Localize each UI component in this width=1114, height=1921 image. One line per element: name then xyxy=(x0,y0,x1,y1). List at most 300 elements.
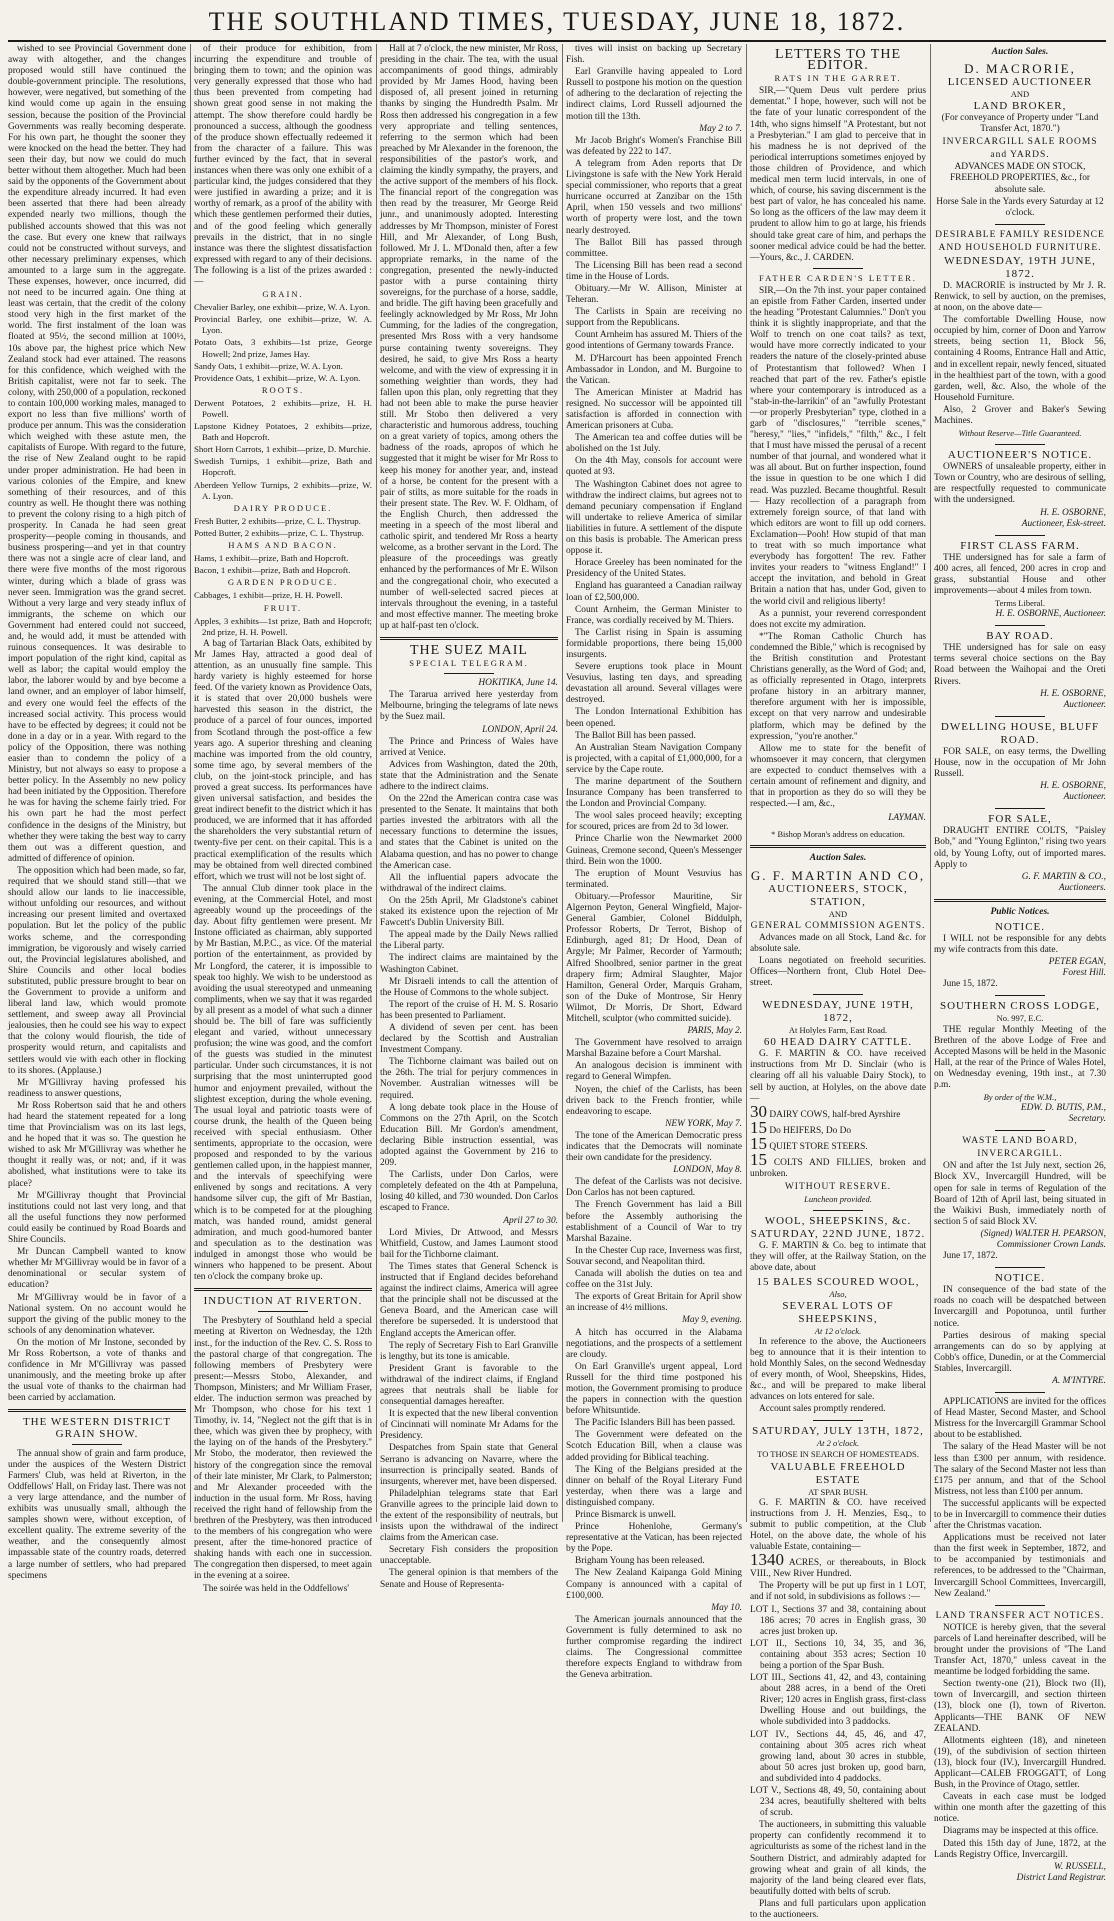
ad-text: Caveats in each case must be lodged within one month after the gazetting of this notice. xyxy=(934,1792,1106,1825)
ad-text: Without Reserve—Title Guaranteed. xyxy=(958,428,1082,439)
article-paragraph: The marine department of the Southern Insurance Company has been transferred to the London and Provincial Company. xyxy=(566,777,742,810)
ad-text: FOR SALE, on easy terms, the Dwelling House, now in the occupation of Mr John Russell. xyxy=(934,746,1106,780)
short-rule xyxy=(995,1267,1045,1268)
article-paragraph: Count Arnheim has assured M. Thiers of the good intentions of Germany towards France. xyxy=(566,330,742,352)
section-heading-letters: LETTERS TO THE EDITOR. xyxy=(775,47,901,74)
article-paragraph: The defeat of the Carlists was not decisive. Don Carlos has not been captured. xyxy=(566,1177,742,1199)
ad-signature: H. E. OSBORNE, Auctioneer. xyxy=(995,609,1106,620)
article-paragraph: The appeal made by the Daily News rallied the Liberal party. xyxy=(380,930,558,952)
ad-text: The auctioneers, in submitting this valuable property can confidently recommend it to agriculturists as some of the richest land in the Southern District, and admirably adapted for growing wheat and grain of all kinds, the majority of the land being cleared ever flats, beautifully dotted with belts of scrub. xyxy=(750,1820,926,1897)
advertisement-bay-road xyxy=(934,630,1106,711)
notice-coach xyxy=(934,1272,1106,1387)
column-3 xyxy=(380,44,558,1590)
ad-title: FIRST CLASS FARM. xyxy=(960,539,1080,552)
acreage-line xyxy=(750,1550,927,1580)
letter-paragraph: As a punnist, your reverend correspondent does not excite my admiration. xyxy=(750,608,926,630)
stock-count: 15 xyxy=(750,1149,767,1169)
prize-entry: Bacon, 1 exhibit—prize, Bath and Hopcroft. xyxy=(194,565,351,576)
article-paragraph: The wool sales proceed heavily; excepting for scoured, prices are from 2d to 3d lower. xyxy=(566,811,742,833)
prize-entry: Swedish Turnips, 1 exhibit—prize, Bath and Hopcroft. xyxy=(194,456,372,478)
stock-count: 15 xyxy=(750,1133,767,1153)
ad-signature: (Signed) WALTER H. PEARSON, xyxy=(980,1228,1106,1239)
prize-list-fruit xyxy=(194,616,372,638)
article-paragraph: Prince Charlie won the Newmarket 2000 Guineas, Cremone second, Queen's Messenger third. Bein won the 1000. xyxy=(566,834,742,867)
ad-signature: PETER EGAN, xyxy=(1048,957,1106,968)
article-paragraph: Secretary Fish considers the proposition unacceptable. xyxy=(380,1545,558,1567)
short-rule xyxy=(444,673,494,674)
advertisement-bluff-road xyxy=(934,721,1106,803)
ad-text: At Holyles Farm, East Road. xyxy=(788,1025,888,1036)
section-divider xyxy=(934,899,1106,902)
short-rule xyxy=(995,224,1045,225)
article-paragraph: Philadelphian telegrams state that Earl Granville agrees to the principle laid down to the extent of the responsibility of neutrals, but insists upon the withdrawal of the indirect claims from the American case. xyxy=(380,1488,558,1544)
notice-egan xyxy=(934,921,1106,990)
article-paragraph: The Times states that General Schenck is instructed that if England decides beforehand against the indirect claims, America will agree that the principle shall not be discussed at the Geneva Board, and the American case will therefore be superseded. It is understood that England accepts the American offer. xyxy=(380,1261,558,1339)
ad-title: LAND BROKER, xyxy=(973,100,1067,113)
article-paragraph: On the 25th April, Mr Gladstone's cabinet staked its existence upon the rejection of Mr Fawcett's Dublin University Bill. xyxy=(380,895,558,929)
ad-title: GENERAL COMMISSION AGENTS. xyxy=(750,920,926,931)
article-paragraph: The indirect claims are maintained by the Washington Cabinet. xyxy=(380,953,558,975)
article-paragraph: The American journals announced that the Government is fully determined to ask no further compromise regarding the indirect claims. The Congressional committee therefore expects England to withdraw from the Geneva arbitration. xyxy=(566,1614,742,1681)
article-paragraph: Mr Jacob Bright's Women's Franchise Bill was defeated by 222 to 147. xyxy=(566,135,742,157)
masthead-title: THE SOUTHLAND TIMES, TUESDAY, JUNE 18, 1872. xyxy=(208,7,906,36)
advertisement-dairy-cattle xyxy=(750,999,926,1205)
ad-text: IN consequence of the bad state of the roads no coach will be despatched between Invercargill and Popotunoa, until further notice. xyxy=(934,1285,1106,1329)
article-paragraph: An Australian Steam Navigation Company is projected, with a capital of £1,000,000, for a service by the Cape route. xyxy=(566,742,742,775)
prize-category: GARDEN PRODUCE. xyxy=(227,577,339,588)
column-rule xyxy=(746,44,747,1522)
article-paragraph: The Carlists in Spain are receiving no support from the Republicans. xyxy=(566,307,742,329)
article-paragraph: Prince Hohenlohe, Germany's representative at the Vatican, has been rejected by the Pope. xyxy=(566,1522,742,1555)
article-paragraph: The Carlists, under Don Carlos, were completely defeated on the 4th at Pampeluna, losing 40 killed, and 730 wounded. Don Carlos escaped to France. xyxy=(380,1170,558,1214)
article-paragraph: The Licensing Bill has been read a second time in the House of Lords. xyxy=(566,260,742,282)
ad-text: Parties desirous of making special arrangements can do so by applying at Cobb's office, Dunedin, or at the Commercial Stables, Invercargill. xyxy=(934,1330,1106,1374)
stock-line xyxy=(750,1117,926,1137)
article-paragraph: The soirée was held in the Oddfellows' xyxy=(203,1583,349,1594)
ad-text: APPLICATIONS are invited for the offices of Head Master, Second Master, and School Mistress for the Invercargill Grammar School about to be established. xyxy=(934,1397,1106,1441)
ad-text: I WILL not be responsible for any debts my wife contracts from this date. xyxy=(934,933,1106,956)
article-paragraph: Obituary.—Professor Mauritine, Sir Algernon Peyton, General Wingfield, Major-General Gambier, Colonel Biddulph, Professor Roberts, Dr Terrot, Bishop of Edinburgh, aged 81; Dr Hood, Dean of Argyle; Mr Palmer, Recorder of Yarmouth; Alfred Shoolbred, senior partner in the great drapery firm; Admiral Slaughter, Major Hamilton, General Order, Marquis Graham, son of the Duke of Montrose, Sir Henry Wilmot, Dr Morris, Dr Short, Edward Mitchell, sculptor (who committed suicide). xyxy=(566,891,742,1024)
article-paragraph: Earl Granville having appealed to Lord Russell to postpone his motion on the question of adhering to the declaration of rejecting the indirect claims, Lord Russell adjourned the motion till the 13th. xyxy=(566,67,742,122)
advertisement-residence xyxy=(934,229,1106,439)
ad-date: WEDNESDAY, JUNE 19TH, 1872, xyxy=(762,999,914,1025)
dateline: LONDON, April 24. xyxy=(482,724,558,735)
lot-entry: LOT III., Sections 41, 42, and 43, containing about 288 acres, in a bend of the Oreti River; 120 acres in English grass, first-class Dwelling House and out buildings, the whole subdivided into 3 paddocks. xyxy=(750,1673,926,1728)
article-paragraph: Mr M'Gillivray would be in favor of a National system. On no account would he support the giving of the public money to the schools of any denomination whatever. xyxy=(8,1292,186,1336)
article-paragraph: Advices from Washington, dated the 20th, state that the Administration and the Senate adhere to the indirect claims. xyxy=(380,759,558,792)
prize-entry: Short Horn Carrots, 1 exhibit—prize, D. Murchie. xyxy=(194,444,371,455)
article-paragraph: The London International Exhibition has been opened. xyxy=(566,707,742,729)
advertisement-farm xyxy=(934,540,1106,621)
article-paragraph: M. D'Harcourt has been appointed French Ambassador in London, and M. Burgoine to the Vatican. xyxy=(566,353,742,386)
article-paragraph: The King of the Belgians presided at the dinner on behalf of the Royal Literary Fund yesterday, when there was a large and distinguished company. xyxy=(566,1464,742,1508)
ad-signature: EDW. D. BUTIS, P.M., xyxy=(1020,1103,1106,1114)
prize-entry: Aberdeen Yellow Turnips, 2 exhibits—prize, W. A. Lyon. xyxy=(194,479,372,501)
article-paragraph: An analogous decision is imminent with regard to General Wimpfen. xyxy=(566,1061,742,1083)
stock-description: DAIRY COWS, half-bred Ayrshire xyxy=(769,1109,901,1120)
ad-text: At 2 o'clock. xyxy=(816,1438,860,1449)
letter-paragraph: Allow me to state for the benefit of whomsoever it may concern, that clergymen are expected to conduct themselves with a certain amount of refinement and dignity, and that in proportion as they do so will they be respected.—I am, &c., xyxy=(750,743,926,810)
article-paragraph: Brigham Young has been released. xyxy=(575,1556,705,1567)
ad-text: TO THOSE IN SEARCH OF HOMESTEADS. xyxy=(757,1449,919,1460)
ad-text: AND xyxy=(828,908,848,919)
letter-paragraph: SIR,—"Quem Deus vult perdere prius dementat." I hope, however, such will not be the fate of your lunatic correspondent of the 14th, who signs himself "A Protestant, but not a Presbyterian." I am glad to perceive that in his madness he is not deprived of the periodical interruptions sometimes enjoyed by those children of Providence, and which medical men term lucid intervals, in one of which, of course, his saving discernment is the best part of valor, he has concealed his name. So long as the officers of the law may deem it prudent to allow him to go at large, his friends should take great care of him, and perhaps the sooner medical advice could be had the better.—Yours, &c., J. CARDEN. xyxy=(750,86,926,263)
ad-text: Account sales promptly rendered. xyxy=(759,1404,886,1415)
letter-paragraph: SIR,—On the 7th inst. your paper contained an epistle from Father Carden, inserted under the heading "Protestant Calumnies." Don't you think it is slightly inappropriate, and that the Wolf to trench on one coat tails? as text, would have more correctly indicated to your readers the nature of the closely-printed abuse of Protestantism that followed? When I reached that part of the rev. Father's epistle where your contemporary is introduced as a "stab-in-the-larrikin" of an "awfully Protestant—or properly Presbyterian" type, clothed in a garb of "disclosures," "terrible scenes," "heresy," "lies," "infidels," "filth," &c., I felt that I must have missed the perusal of a recent number of that journal, and wondered what it was all about. But on further inspection, found the issue in question to be one which I did read. Was puzzled. Became thoughtful. Result — Hazy recollection of a paragraph from extremely foreign source, of that land with which editors are wont to fill up odd corners. Exclamation—Pooh! How stupid of that man to treat with so much importance what everybody has forgotten! The rev. Father invites your readers to "witness England!" I accept the invitation, and behold in Great Britain a nation that has, under God, given to the world civil and religious liberty! xyxy=(750,285,926,607)
short-rule xyxy=(995,444,1045,445)
article-paragraph: Lord Mivies, Dr Attwood, and Messrs Whitfield, Custow, and James Laumont stood bail for the Tichborne claimant. xyxy=(380,1227,558,1260)
advertisement-auctioneer-notice xyxy=(934,449,1106,530)
prize-entry: Provincial Barley, one exhibit—prize, W. A. Lyon. xyxy=(194,314,372,336)
prize-category: DAIRY PRODUCE. xyxy=(233,502,333,513)
ad-title: WOOL, SHEEPSKINS, &c. xyxy=(764,1215,912,1228)
stock-count: 15 xyxy=(750,1117,767,1137)
article-paragraph: A hitch has occurred in the Alabama negotiations, and the prospects of a settlement are cloudy. xyxy=(566,1327,742,1360)
short-rule xyxy=(813,994,863,995)
prize-category: GRAIN. xyxy=(262,289,304,300)
ad-signature: W. RUSSELL, xyxy=(1053,1861,1106,1872)
footnote: * Bishop Moran's address on education. xyxy=(771,830,905,840)
stock-description: COLTS AND FILLIES, broken and unbroken. xyxy=(750,1157,926,1180)
article-paragraph: The New Zealand Kaipanga Gold Mining Company is announced with a capital of £100,000. xyxy=(566,1568,742,1601)
ad-signature: G. F. MARTIN & CO., xyxy=(1021,871,1106,882)
prize-list-garden xyxy=(194,590,372,601)
ad-date: SATURDAY, 22ND JUNE, 1872. xyxy=(750,1228,926,1241)
ad-signature: Auctioneer. xyxy=(1063,699,1106,710)
ad-text: ON and after the 1st July next, section 26, Block XV., Invercargill Hundred, will be open for sale in terms of Regulation of the Board of 12th of April last, being situated in the Waikivi Bush, immediately north of section 5 of said Block XV. xyxy=(934,1161,1106,1227)
short-rule xyxy=(258,1311,308,1312)
article-paragraph: On Earl Granville's urgent appeal, Lord Russell for the third time postponed his motion, the Government promising to produce the papers in connection with the question before Whitsuntide. xyxy=(566,1361,742,1417)
ad-title: 15 BALES SCOURED WOOL, xyxy=(756,1275,920,1288)
column-rule xyxy=(930,44,931,1522)
notice-waste-land-board xyxy=(934,1135,1106,1262)
prize-entry: Potato Oats, 3 exhibits—1st prize, George Howell; 2nd prize, James Hay. xyxy=(194,337,372,359)
article-paragraph: The American tea and coffee duties will be abolished on the 1st July. xyxy=(566,433,742,455)
letter-heading: RATS IN THE GARRET. xyxy=(774,73,902,84)
ad-signature: Secretary. xyxy=(1068,1114,1106,1125)
section-divider xyxy=(750,845,926,848)
article-paragraph: Mr M'Gillivray having professed his readiness to answer questions, xyxy=(8,1077,186,1099)
notice-land-transfer xyxy=(934,1610,1106,1884)
article-paragraph: A telegram from Aden reports that Dr Livingstone is safe with the New York Herald special commissioner, who reports that a great hurricane occurred at Zanzibar on the 15th April, when 150 vessels and two millions' worth of property were lost, and the town nearly destroyed. xyxy=(566,158,742,236)
dateline: NEW YORK, May 7. xyxy=(665,1118,742,1129)
ad-date: June 15, 1872. xyxy=(943,979,998,990)
stock-count: 30 xyxy=(750,1101,767,1121)
ad-text: Terms Liberal. xyxy=(995,598,1045,609)
ad-text: NOTICE is hereby given, that the several parcels of Land hereinafter described, will be brought under the provisions of "The Land Transfer Act, 1870," unless caveat in the meantime be lodged forbidding the same. xyxy=(934,1622,1106,1678)
article-paragraph: wished to see Provincial Government done away with altogether, and the changes proposed would still have continued the double-government principle. The resolutions, however, were negatived, but something of the kind would come up again in the ensuing session, because the position of the Provincial Governments was really becoming desperate. For his own part, he thought the sooner they were knocked on the head the better. They had seen their day, but now we could do much better without them altogether. Much had been said by the opponents of the Government about the expenditure already incurred. It had even been asserted that there had been already expended nearly two millions, though the published accounts showed that this was not the case. But every one knew that railways could not be constructed without surveys, and other necessary preliminary expenses, which amounted to a large sum in the aggregate. These expenses, however, once incurred, did not need to be incurred again. One thing at least was certain, that the credit of the colony stood very high in the first market of the world. The first instalment of the loan was floated at 95½, the second million at 100½, 10s above par, the highest price which New Zealand stock had ever attained. The reasons for this confidence, which weighed with the British capitalist, were not far to seek. The colony, with 250,000 of a population, reckoned to contain 100,000 working males, managed to export no less than five millions' worth of produce per annum. This was the consideration which weighed with these astute men, the capitalists of Europe. With regard to the future, the rise of New Zealand ought to be rapid under proper administration. He had been in various colonies of the Empire, and knew something of their resources, and of this country as well. He thought there was nothing to prevent the colony rising to a high pitch of prosperity. In Canada he had seen great prosperity—people coming in thousands, and business prospering—and yet in that country there was not a single acre of clear land, and there were five months of the most rigorous winter, during which a blade of grass was never seen. Immigration was the grand secret. Without a very large and very steady influx of immigrants, the scheme on which our Government had entered could not succeed, and, he would add, it must be attended with ruinous consequences. It was desirable to import population of the right kind, capital as well as labor; the capital would employ the labor, the laborer would by and bye become a land owner, and an employer of labor himself, and every one would feel the effects of the increased social activity. This process would have to be effected by degrees; it could not be done in a day or in a year. With regard to the policy of the Opposition, there was nothing easier than to condemn the policy of a Ministry, but not always so easy to propose a better policy. In the Assembly no new policy had been initiated by the Opposition. Therefore he was for having the scheme fairly tried. For his own part he had the most perfect confidence in the designs of the Ministry, but whether they were taking the best way to carry them out was a different question, and admitted of difference of opinion. xyxy=(8,44,186,864)
prize-category: FRUIT. xyxy=(263,602,303,613)
ad-text: By order of the W.M., xyxy=(983,1092,1057,1103)
article-paragraph: On the motion of Mr Instone, seconded by Mr Ross Robertson, a vote of thanks and confidence in Mr M'Gillivray was passed unanimously, and the meeting broke up after the usual vote of thanks to the chairman had been carried by acclamation. xyxy=(8,1337,186,1404)
acreage-count: 1340 xyxy=(750,1550,784,1570)
ad-text: Dated this 15th day of June, 1872, at the Lands Registry Office, Invercargill. xyxy=(934,1838,1106,1860)
ad-title: NOTICE. xyxy=(994,920,1046,933)
ad-title: DESIRABLE FAMILY RESIDENCE AND HOUSEHOLD FURNITURE. xyxy=(935,229,1105,253)
acreage-text: ACRES, or thereabouts, in Block VIII., New River Hundred. xyxy=(750,1558,927,1580)
prize-entry: Fresh Butter, 2 exhibits—prize, C. L. Thystrup. xyxy=(194,515,361,526)
ad-title: LICENSED AUCTIONEER xyxy=(947,76,1093,89)
article-paragraph: The Government have resolved to arraign Marshal Bazaine before a Court Marshal. xyxy=(566,1038,742,1060)
article-paragraph: A dividend of seven per cent. has been declared by the Scottish and Australian Investment Company. xyxy=(380,1022,558,1056)
ad-text: Diagrams may be inspected at this office. xyxy=(943,1826,1099,1837)
article-paragraph: The Pacific Islanders Bill has been passed. xyxy=(575,1418,736,1429)
article-paragraph: The annual show of grain and farm produce, under the auspices of the Western District Farmers' Club, was held at Riverton, in the Oddfellows' Hall, on Friday last. There was not a very large attendance, and the number of exhibits was unusually small, although the samples shown were, without exception, of excellent quality. The extreme severity of the weather, and the consequently almost impassable state of the country roads, deterred a large number of settlers, who had prepared specimens xyxy=(8,1448,186,1581)
article-paragraph: All the influential papers advocate the withdrawal of the indirect claims. xyxy=(380,872,558,894)
lot-entry: LOT V., Sections 48, 49, 50, containing about 234 acres, beautifully sheltered with belts of scrub. xyxy=(750,1786,926,1819)
article-paragraph: The Ballot Bill has been passed. xyxy=(575,730,696,741)
ad-text: OWNERS of unsaleable property, either in Town or Country, who are desirous of selling, are respectfully requested to communicate with the undersigned. xyxy=(934,462,1106,506)
ad-signature: A. M'INTYRE. xyxy=(1052,1375,1106,1386)
column-6 xyxy=(934,44,1106,1883)
ad-title: AUCTIONEERS, STOCK, STATION, xyxy=(768,882,908,908)
article-heading: THE WESTERN DISTRICT GRAIN SHOW. xyxy=(22,1416,172,1440)
short-rule xyxy=(995,808,1045,809)
column-1 xyxy=(8,44,186,1581)
ad-title: SOUTHERN CROSS LODGE, xyxy=(939,1000,1101,1013)
ad-signature: Forest Hill. xyxy=(1062,968,1106,979)
article-paragraph: The Ballot Bill has passed through committee. xyxy=(566,237,742,259)
short-rule xyxy=(995,1130,1045,1131)
letter-heading: FATHER CARDEN'S LETTER. xyxy=(759,272,917,283)
prize-entry: Derwent Potatoes, 2 exhibits—prize, H. H. Powell. xyxy=(194,397,372,419)
ad-signature: Auctioneers. xyxy=(1058,882,1106,893)
ad-title: FOR SALE, xyxy=(988,813,1052,826)
article-paragraph: The eruption of Mount Vesuvius has terminated. xyxy=(566,868,742,890)
ad-title: SEVERAL LOTS OF SHEEPSKINS, xyxy=(782,1299,894,1325)
ad-text: THE regular Monthly Meeting of the Brethren of the above Lodge of Free and Accepted Masons will be held in the Masonic Hall, at the rear of the Prince of Wales Hotel, on Wednesday evening, 19th inst., at 7.30 p.m. xyxy=(934,1024,1106,1090)
article-paragraph: Mr Duncan Campbell wanted to know whether Mr M'Gillivray would be in favor of a denominational or secular system of education? xyxy=(8,1247,186,1291)
article-paragraph: Obituary.—Mr W. Allison, Minister at Teheran. xyxy=(566,283,742,306)
lot-entry: LOT IV., Sections 44, 45, 46, and 47, containing about 305 acres rich wheat growing land, about 30 acres in stubble, about 50 acres just broken up, good barn, and subdivided into 4 paddocks. xyxy=(750,1729,926,1784)
section-label: Public Notices. xyxy=(990,906,1050,917)
advertisement-colts xyxy=(934,813,1106,894)
lot-list xyxy=(750,1605,926,1820)
section-divider xyxy=(380,637,558,640)
letter-paragraph: *"The Roman Catholic Church has condemned the Bible," which is recognised by the British constitution and Protestant Christians generally, as the Word of God; and, as officially represented in Otago, interprets profane history in an arbitrary manner, therefore argument with her is impossible, except on that very narrow and undesirable platform, which may be defined by the expression, "you're another." xyxy=(750,631,926,742)
article-paragraph: The American Minister at Madrid has resigned. No successor will be appointed till satisfaction is afforded in connection with American prisoners at Cuba. xyxy=(566,387,742,432)
dateline: HOKITIKA, June 14. xyxy=(478,678,558,689)
dateline: May 9, evening. xyxy=(682,1315,742,1326)
ad-title: WASTE LAND BOARD, INVERCARGILL. xyxy=(962,1136,1078,1160)
dateline: May 2 to 7. xyxy=(699,123,742,134)
prize-entry: Hams, 1 exhibit—prize, Bath and Hopcroft. xyxy=(194,553,349,564)
ad-date: WEDNESDAY, 19TH JUNE, 1872. xyxy=(944,254,1096,280)
advertiser-name: D. MACRORIE, xyxy=(964,61,1076,77)
article-paragraph: On the 4th May, consols for account were quoted at 93. xyxy=(566,456,742,478)
article-heading: THE SUEZ MAIL xyxy=(410,642,528,658)
article-paragraph: President Grant is favorable to the withdrawal of the indirect claims, if England agrees that neutrals shall be liable for consequential damages hereafter. xyxy=(380,1363,558,1408)
short-rule xyxy=(995,625,1045,626)
article-paragraph: The Prince and Princess of Wales have arrived at Venice. xyxy=(380,736,558,758)
column-2 xyxy=(194,44,372,1594)
ad-title: BAY ROAD. xyxy=(986,630,1054,643)
article-paragraph: The Tichborne claimant was bailed out on the 26th. The trial for perjury commences in November. Australian witnesses will be required. xyxy=(380,1057,558,1101)
cattle-list xyxy=(750,1101,926,1180)
ad-title: WITHOUT RESERVE. xyxy=(784,1182,892,1193)
ad-text: Also, xyxy=(829,1288,847,1299)
stock-line xyxy=(750,1133,926,1153)
short-rule xyxy=(813,268,863,269)
ad-signature: H. E. OSBORNE, xyxy=(1040,781,1106,792)
column-rule xyxy=(190,44,191,1522)
ad-text: Applications must be received not later than the first week in September, 1872, and to be accompanied by testimonials and references, to be addressed to the "Chairman, Invercargill School Committees, Invercargill, New Zealand." xyxy=(934,1533,1106,1599)
advertisement-estate xyxy=(750,1425,926,1921)
column-4 xyxy=(566,44,742,1681)
advertisement-martin xyxy=(750,868,926,990)
ad-signature: H. E. OSBORNE, xyxy=(1040,688,1106,699)
ad-text: Luncheon provided. xyxy=(804,1194,872,1205)
section-label: Auction Sales. xyxy=(991,47,1049,57)
column-rule xyxy=(562,44,563,1522)
ad-text: DRAUGHT ENTIRE COLTS, "Paisley Bob," and "Young Eglinton," rising two years old, by Young Lofty, out of imported mares. Apply to xyxy=(934,826,1106,870)
ad-text: No. 997, E.C. xyxy=(996,1013,1044,1024)
stock-line xyxy=(750,1149,926,1180)
ad-text: AT SPAR BUSH. xyxy=(808,1486,868,1497)
article-paragraph: tives will insist on backing up Secretary Fish. xyxy=(566,44,742,66)
article-paragraph: The annual Club dinner took place in the evening, at the Commercial Hotel, and most agreeably wound up the proceedings of the day. About fifty gentlemen were present. Mr Instone officiated as chairman, ably supported by Mr Bastian, M.P.C., as vice. Of the material portion of the entertainment, as provided by Mr Longford, the caterer, it is impossible to speak too highly. We wish to be understood as avoiding the usual stereotyped and unmeaning compliments, when we say that it was regarded by all present as a model of what such a dinner should be. The bill of fare was sufficiently elegant and varied, without unnecessary profusion; the wine was good, and the comfort of the guests was studied in the minutest particular. Under such circumstances, it is not surprising that the most uninterrupted good humor and enjoyment prevailed, without the slightest exception, during the whole evening. The usual loyal and patriotic toasts were of course drunk, the health of the Queen being received with special enthusiasm. Other sentiments, appropriate to the occasion, were proposed and responded to by the various gentlemen called upon, in the happiest manner, and the intervals of speechifying were enlivened by songs and recitations. A very handsome silver cup, the gift of Mr Bastian, which is to be competed for at the ploughing match, was handed round, amidst general admiration, and much good-humored banter and speculation as to the destination was indulged in amongst those who would be winners who happened to be present. About ten o'clock the company broke up. xyxy=(194,883,372,1283)
advertiser-name: G. F. MARTIN AND CO, xyxy=(750,867,926,883)
masthead-rule xyxy=(8,40,1106,42)
prize-entry: Potted Butter, 2 exhibits—prize, C. L. Thystrup. xyxy=(194,527,364,538)
article-paragraph: On the 22nd the American contra case was presented to the Senate. It maintains that both parties invested the arbitrators with all the necessary functions to determine the issues, and states that the Cabinet is united on the Alabama question, and has no power to change the American case. xyxy=(380,794,558,871)
article-paragraph: A long debate took place in the House of Commons on the 27th April, on the Scotch Education Bill. Mr Gordon's amendment, declaring Bible instruction essential, was adopted against the Government by 216 to 209. xyxy=(380,1102,558,1169)
prize-list-dairy xyxy=(194,516,372,539)
advertisement-wool xyxy=(750,1215,926,1415)
ad-text: ADVANCES MADE ON STOCK, FREEHOLD PROPERTIES, &c., for absolute sale. xyxy=(949,162,1091,195)
notice-lodge xyxy=(934,1000,1106,1125)
ad-text: G. F. MARTIN & CO. have received instructions from J. H. Menzies, Esq., to submit to public competition, at the Club Hotel, on the above date, the whole of his valuable Estate, containing— xyxy=(750,1497,926,1553)
lot-entry: LOT II., Sections 10, 34, 35, and 36, containing about 353 acres; Section 10 being a portion of the Spar Bush. xyxy=(750,1638,926,1671)
ad-text: AND xyxy=(1010,89,1030,100)
article-paragraph: Mr Ross Robertson said that he and others had heard the statement repeated for a long time that Provincialism was on its last legs, and he hoped that it was so. The question he wished to ask Mr M'Gillivray was whether he thought it really was, or not; and, if it was abolished, what institutions were to take its place? xyxy=(8,1100,186,1189)
ad-title: VALUABLE FREEHOLD ESTATE xyxy=(770,1460,906,1486)
notice-grammar-school xyxy=(934,1397,1106,1600)
ad-text: (For conveyance of Property under "Land Transfer Act, 1870.") xyxy=(941,113,1099,135)
section-label: Auction Sales. xyxy=(809,853,867,864)
ad-text: Advances made on all Stock, Land &c. for absolute sale. xyxy=(750,932,926,954)
ad-signature: Commissioner Crown Lands. xyxy=(996,1240,1106,1251)
ad-signature: District Land Registrar. xyxy=(1016,1872,1106,1883)
article-paragraph: of their produce for exhibition, from incurring the expenditure and trouble of bringing them to town; and the opinion was very generally expressed that those who had thus been prevented from competing had shown great good sense in not making the attempt. The show therefore could hardly be pronounced a success, although the goodness of the produce shown effectually redeemed it from the character of a failure. This was further evinced by the fact, that in several instances when there was only one exhibit of a particular kind, the judges considered that they were justified in awarding a prize; and it is worthy of remark, as a proof of the ability with which these gentlemen performed their duties, and of the good feeling which generally prevails in the district, that in no single instance was there the slightest dissatisfaction expressed with regard to any of their decisions. The following is a list of the prizes awarded :— xyxy=(194,44,372,287)
article-paragraph: The Tararua arrived here yesterday from Melbourne, bringing the telegrams of late news by the Suez mail. xyxy=(380,690,558,723)
ad-date: SATURDAY, JULY 13TH, 1872, xyxy=(752,1425,924,1438)
article-paragraph: A bag of Tartarian Black Oats, exhibited by Mr James Hay, attracted a good deal of attention, as an unusually fine sample. This hardy variety is highly esteemed for horse feed. Of the variety known as Providence Oats, it is stated that over 20,000 bushels were harvested this season in the district, the produce of a parcel of four ounces, imported from Scotland through the post-office a few years ago. A superior threshing and cleaning machine was imported from the old country, some time ago, by several members of the club, on the joint-stock principle, and has proved a great success. Its performances have given universal satisfaction, and besides the great indirect benefit to the district which it has produced, we are informed that it has afforded the shareholders the very substantial return of twenty-five per cent. on their capital. This is a practical exemplification of the results which may be obtained from well directed combined effort, which we trust will not be lost sight of. xyxy=(194,638,372,882)
article-paragraph: The Carlist rising in Spain is assuming formidable proportions, there being 15,000 insurgents. xyxy=(566,627,742,660)
article-paragraph: In the Chester Cup race, Inverness was first, Souvar second, and Neapolitan third. xyxy=(566,1245,742,1267)
ad-signature: Auctioneer, Esk-street. xyxy=(1021,518,1106,529)
article-paragraph: Horace Greeley has been nominated for the Presidency of the United States. xyxy=(566,558,742,580)
prize-entry: Chevalier Barley, one exhibit—prize, W. A. Lyon. xyxy=(194,302,371,313)
article-paragraph: The report of the cruise of H. M. S. Rosario has been presented to Parliament. xyxy=(380,999,558,1021)
prize-list-hams xyxy=(194,553,372,576)
article-subheading: SPECIAL TELEGRAM. xyxy=(409,658,529,669)
dateline: April 27 to 30. xyxy=(503,1215,558,1226)
ad-title: DWELLING HOUSE, BLUFF ROAD. xyxy=(940,720,1100,746)
short-rule xyxy=(995,1605,1045,1606)
prize-list-grain xyxy=(194,302,372,384)
article-paragraph: The Presbytery of Southland held a special meeting at Riverton on Wednesday, the 12th inst., for the induction of the Rev. C. S. Ross to the pastoral charge of that congregation. The following members of Presbytery were present:—Messrs Stobo, Alexander, and Thompson, Ministers; and Mr William Fraser, elder. The induction sermon was preached by Mr Thompson, who chose for his text 1 Timothy, iv. 14, "Neglect not the gift that is in thee, which was given thee by prophecy, with the laying on of the hands of the Presbytery." Mr Stobo, the moderator, then reviewed the history of the congregation since the removal of their late minister, Mr Clark, to Palmerston; and Mr Alexander proceeded with the induction in the usual form. Mr Ross, having received the right hand of fellowship from the brethren of the Presbytery, was then introduced to the members of his congregation who were present, after the time-honored practice of shaking hands with each one in succession. The congregation then dispersed, to meet again in the evening at a soiree. xyxy=(194,1316,372,1582)
article-paragraph: Canada will abolish the duties on tea and coffee on the 31st July. xyxy=(566,1269,742,1291)
ad-text: The comfortable Dwelling House, now occupied by him, corner of Doon and Yarrow streets, being section 11, Block 56, containing 4 Rooms, Entrance Hall and Attic, and in excellent repair, newly fenced, situated in the healthiest part of the town, with a good garden, well, &c. Also, the whole of the Household Furniture. xyxy=(934,315,1106,403)
article-paragraph: The general opinion is that members of the Senate and House of Representa- xyxy=(380,1568,558,1590)
ad-title: 60 HEAD DAIRY CATTLE. xyxy=(763,1036,913,1049)
column-5 xyxy=(750,44,927,1921)
short-rule xyxy=(995,535,1045,536)
ad-text: G. F. MARTIN & Co. beg to intimate that they will offer, at the Railway Station, on the above date, about xyxy=(750,1241,926,1274)
section-divider xyxy=(8,1409,186,1412)
article-paragraph: Mr M'Gillivray thought that Provincial institutions could not last very long, and that all the useful functions they now performed could easily be continued by Road Boards and Shire Councils. xyxy=(8,1190,186,1246)
ad-text: Also, 2 Grover and Baker's Sewing Machines. xyxy=(934,404,1106,426)
ad-text: Loans negotiated on freehold securities. Offices—Northern front, Club Hotel Dee-street. xyxy=(750,955,926,989)
short-rule xyxy=(72,1444,122,1445)
ad-text: Allotments eighteen (18), and nineteen (19), of the subdivision of section thirteen (13), block four (IV.), Invercargill Hundred. Applicant—CALEB FROGGATT, of Long Bush, in the Province of Otago, settler. xyxy=(934,1735,1106,1791)
short-rule xyxy=(813,1210,863,1211)
advertisement-macrorie xyxy=(934,61,1106,219)
letter-signature: LAYMAN. xyxy=(888,813,926,824)
article-paragraph: It is expected that the new liberal convention of Cincinnati will nominate Mr Adams for the Presidency. xyxy=(380,1409,558,1442)
ad-text: In reference to the above, the Auctioneers beg to announce that it is their intention to hold Monthly Sales, on the second Wednesday of every month, of Wool, Sheepskins, Hides, &c., and will be prepared to make liberal advances on lots entered for sale. xyxy=(750,1336,926,1403)
ad-signature: Auctioneer. xyxy=(1063,792,1106,803)
prize-category: ROOTS. xyxy=(261,384,305,395)
article-heading: INDUCTION AT RIVERTON. xyxy=(203,1295,363,1308)
ad-text: The successful applicants will be expected to be in Invercargill to commence their duties after the Christmas vacation. xyxy=(934,1498,1106,1532)
prize-entry: Lapstone Kidney Potatoes, 2 exhibits—prize, Bath and Hopcroft. xyxy=(194,421,372,443)
section-divider xyxy=(194,1288,372,1291)
article-paragraph: Count Arnheim, the German Minister to France, was cordially received by M. Thiers. xyxy=(566,604,742,626)
ad-title: AUCTIONEER'S NOTICE. xyxy=(947,449,1093,462)
article-paragraph: The opposition which had been made, so far, required that we should stand still—that we should allow our lands to lie inaccessible, without unfolding our resources, and without increasing our present limited and overtaxed population. But let the policy of the public works scheme, and the corresponding immigration, be vigorously and wisely carried out, the Provincial legislatures abolished, and Shire Councils and other local bodies substituted, public pressure brought to bear on the Government to provide a uniform and liberal land law, which would promote settlement, and sweep away all Provincial jealousies, then he could see his way to expect that the colony would flourish, the tide of prosperity would return, and capitalists and settlers would vie with each other in flocking to its shores. (Applause.) xyxy=(8,865,186,1076)
short-rule xyxy=(995,1392,1045,1393)
ad-text: The salary of the Head Master will be not less than £300 per annum, with residence. The salary of the Second Master not less than £175 per annum, and that of the School Mistress, not less than £100 per annum. xyxy=(934,1442,1106,1497)
ad-date: June 17, 1872. xyxy=(943,1251,998,1262)
ad-text: The Property will be put up first in 1 LOT, and if not sold, in subdivisions as follows :— xyxy=(750,1581,926,1603)
ad-text: G. F. MARTIN & CO. have received instructions from Mr D. Sinclair (who is clearing off all his valuable Dairy Stock), to sell by auction, at Holyles, on the above date— xyxy=(750,1049,926,1104)
ad-text: THE undersigned has for sale a farm of 400 acres, all fenced, 200 acres in crop and grass, substantial House and other improvements—about 4 miles from town. xyxy=(934,552,1106,596)
column-rule xyxy=(376,44,377,1522)
stock-description: Do HEIFERS, Do Do xyxy=(769,1125,852,1136)
dateline: PARIS, May 2. xyxy=(687,1026,742,1037)
article-paragraph: Severe eruptions took place in Mount Vesuvius, lasting ten days, and spreading devastation all around. Several villages were destroyed. xyxy=(566,662,742,706)
article-paragraph: Prince Bismarck is unwell. xyxy=(575,1510,677,1520)
ad-text: At 12 o'clock. xyxy=(814,1325,862,1336)
ad-signature: H. E. OSBORNE, xyxy=(1040,507,1106,518)
article-paragraph: The exports of Great Britain for April show an increase of 4½ millions. xyxy=(566,1292,742,1314)
article-paragraph: The French Government has laid a Bill before the Assembly authorising the establishment of a Council of War to try Marshal Bazaine. xyxy=(566,1200,742,1244)
prize-category: HAMS AND BACON. xyxy=(228,540,338,551)
stock-line xyxy=(750,1101,926,1121)
prize-entry: Cabbages, 1 exhibit—prize, H. H. Powell. xyxy=(194,590,343,601)
dateline: May 10. xyxy=(711,1602,742,1613)
prize-entry: Providence Oats, 1 exhibit—prize, W. A. Lyon. xyxy=(194,372,361,383)
prize-entry: Apples, 3 exhibits—1st prize, Bath and Hopcroft; 2nd prize, H. H. Powell. xyxy=(194,615,372,637)
dateline: LONDON, May 8. xyxy=(673,1165,742,1176)
article-paragraph: The reply of Secretary Fish to Earl Granville is lengthy, but its tone is amicable. xyxy=(380,1340,558,1362)
short-rule xyxy=(995,716,1045,717)
prize-list-roots xyxy=(194,398,372,502)
prize-entry: Sandy Oats, 1 exhibit—prize, W. A. Lyon. xyxy=(194,360,343,371)
stock-description: QUIET STORE STEERS. xyxy=(769,1141,868,1152)
ad-text: Plans and full particulars upon application to the auctioneers. xyxy=(750,1898,926,1921)
short-rule xyxy=(813,1420,863,1421)
ad-title: INVERCARGILL SALE ROOMS and YARDS. xyxy=(942,137,1098,161)
article-paragraph: The Government were defeated on the Scotch Education Bill, when a clause was added providing for Biblical teaching. xyxy=(566,1430,742,1463)
article-paragraph: Hall at 7 o'clock, the new minister, Mr Ross, presiding in the chair. The tea, with the usual accompaniments of good things, admirably provided by Mr James Hood, having been disposed of, all present joined in returning thanks by singing the Hundredth Psalm. Mr Ross then addressed his congregation in a few very appropriate and telling sentences, referring to the sermon which had been preached by Mr Alexander in the forenoon, the responsibilities of the pastor's work, and claiming the kindly sympathy, the prayers, and the active support of the members of his flock. The financial report of the congregation was then read by the treasurer, Mr George Reid junr., and unanimously adopted. Interesting addresses by Mr Thompson, minister of Forest Hill, and Mr Alexander, of Long Bush, followed. Mr J. L. M'Donald then, after a few appropriate remarks, in the name of the congregation, presented the newly-inducted pastor with a purse containing thirty sovereigns, for the purchase of a horse, saddle, and bridle. The gift having been gracefully and feelingly acknowledged by Mr Ross, Mr John Cumming, for the ladies of the congregation, presented Mrs Ross with a very handsome purse containing twenty sovereigns. They desired, he said, to give Mrs Ross a hearty welcome, and with the view of expressing it in something weightier than words, they had fallen upon this plan, only regretting that they had not been able to make the purse heavier still. Mr Stobo then delivered a very characteristic and humorous address, touching on a great variety of topics, among others the badness of the roads, apropos of which he suggested that it might be wiser for Mr Ross to keep his money for another year, and, instead of a horse, be content for the present with a pair of stilts, as more suitable for the roads in their present state. The Rev. W. F. Oldham, of the English Church, then addressed the meeting in a speech of the most liberal and catholic spirit, and tendered Mr Ross a hearty welcome, as a brother servant in the Lord. The pleasure of the proceedings was greatly enhanced by the performances of Mr E. Wilson and the congregational choir, who executed a number of well-selected sacred pieces at intervals throughout the evening, in a tasteful and most effective manner. The meeting broke up at half-past ten o'clock. xyxy=(380,44,558,631)
ad-title: LAND TRANSFER ACT NOTICES. xyxy=(935,1610,1105,1621)
ad-title: NOTICE. xyxy=(994,1272,1046,1285)
article-paragraph: Noyen, the chief of the Carlists, has been driven back to the French frontier, while endeavoring to escape. xyxy=(566,1084,742,1117)
article-paragraph: Mr Disraeli intends to call the attention of the House of Commons to the whole subject. xyxy=(380,976,558,998)
